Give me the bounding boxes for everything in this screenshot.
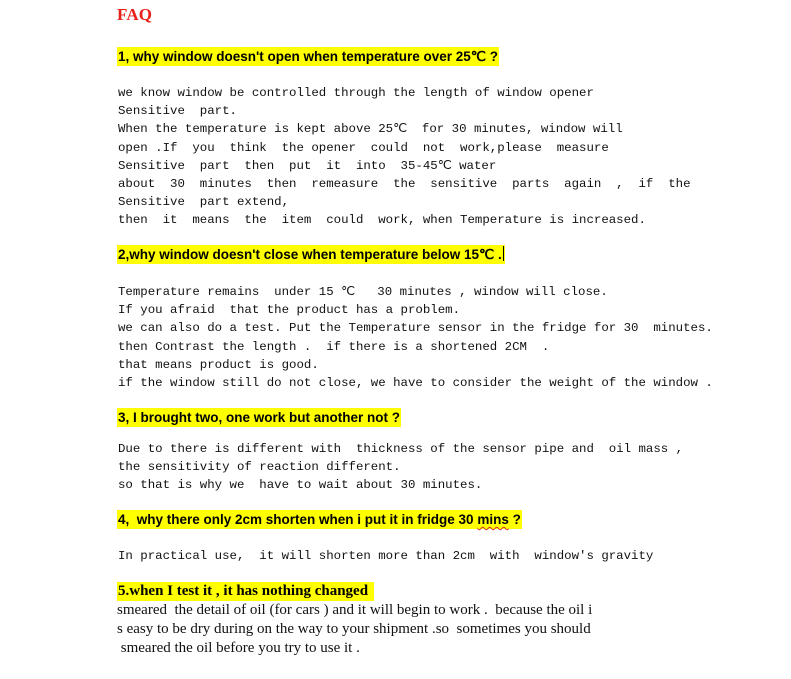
question-5-heading: 5.when I test it , it has nothing changed bbox=[118, 583, 372, 599]
answer-line: Temperature remains under 15 ℃ 30 minutes , window will close. bbox=[118, 285, 608, 299]
answer-line: if the window still do not close, we have to consider the weight of the window . bbox=[118, 376, 713, 391]
answer-line: In practical use, it will shorten more than 2cm with window's gravity bbox=[118, 549, 654, 563]
answer-line: Sensitive part then put it into 35-45℃ water bbox=[118, 158, 497, 173]
answer-line: Due to there is different with thickness of the sensor pipe and oil mass , bbox=[118, 442, 684, 456]
answer-line: s easy to be dry during on the way to your shipment .so sometimes you should bbox=[117, 621, 591, 637]
answer-line: open .If you think the opener could not work,please measure bbox=[118, 140, 609, 155]
text-cursor bbox=[503, 246, 504, 261]
answer-5-text bbox=[117, 601, 592, 658]
answer-line: the sensitivity of reaction different. bbox=[118, 460, 401, 475]
answer-2-text bbox=[118, 283, 713, 392]
question-1-heading: 1, why window doesn't open when temperature over 25℃ ? bbox=[118, 49, 498, 64]
answer-line: we can also do a test. Put the Temperature sensor in the fridge for 30 minutes. bbox=[118, 321, 713, 336]
answer-line: Sensitive part extend, bbox=[118, 195, 290, 210]
answer-1-text bbox=[118, 84, 691, 230]
answer-line: about 30 minutes then remeasure the sensitive parts again , if the bbox=[118, 177, 691, 192]
answer-line: so that is why we have to wait about 30 minutes. bbox=[118, 478, 483, 493]
question-2-heading-text: 2,why window doesn't close when temperature below 15℃ . bbox=[118, 247, 502, 262]
answer-line: then it means the item could work, when Temperature is increased. bbox=[118, 213, 646, 228]
answer-line: we know window be controlled through the length of window opener bbox=[118, 86, 594, 100]
answer-line: When the temperature is kept above 25℃ for 30 minutes, window will bbox=[118, 122, 623, 137]
answer-line: that means product is good. bbox=[118, 357, 319, 372]
answer-line: smeared the oil before you try to use it . bbox=[117, 640, 360, 656]
answer-3-text bbox=[118, 440, 683, 495]
answer-line: If you afraid that the product has a problem. bbox=[118, 303, 461, 318]
answer-line: smeared the detail of oil (for cars ) and it will begin to work . because the oil i bbox=[117, 602, 593, 618]
faq-title: FAQ bbox=[117, 5, 153, 24]
question-4-heading bbox=[117, 510, 522, 529]
question-4-heading-suffix: ? bbox=[508, 512, 521, 527]
question-4-heading-prefix: 4, why there only 2cm shorten when i put it in fridge 30 bbox=[118, 512, 478, 527]
question-2-heading bbox=[117, 245, 505, 264]
answer-line: Sensitive part. bbox=[118, 104, 237, 119]
answer-line: then Contrast the length . if there is a shortened 2CM . bbox=[118, 339, 550, 354]
question-3-heading: 3, I brought two, one work but another not ? bbox=[118, 410, 400, 425]
spellcheck-underlined-word: mins bbox=[477, 512, 509, 527]
answer-4-text bbox=[118, 547, 653, 565]
